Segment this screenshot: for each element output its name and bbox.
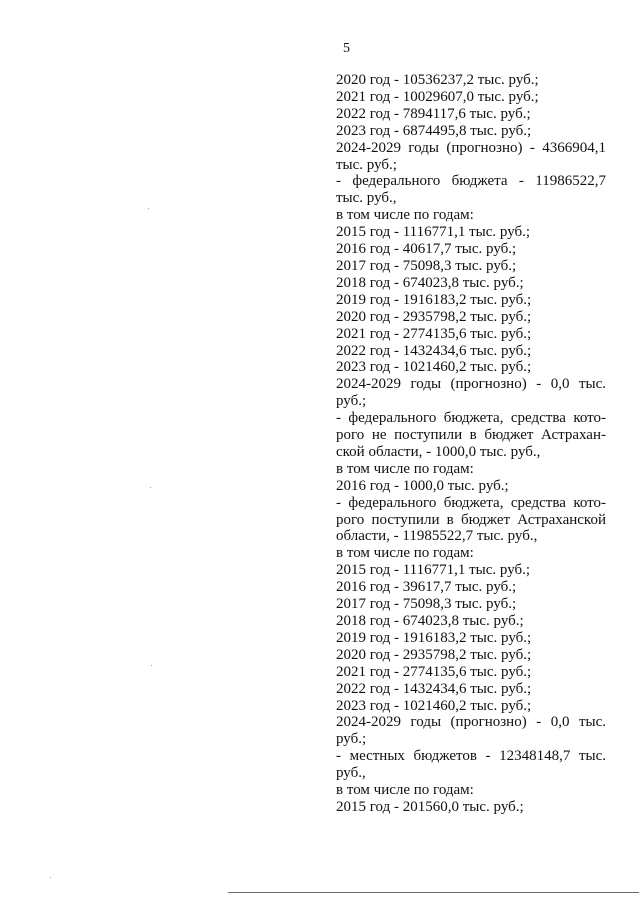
text-line: в том числе по годам: — [336, 460, 474, 477]
text-line: 2022 год - 1432434,6 тыс. руб.; — [336, 342, 532, 359]
text-line: 2020 год - 2935798,2 тыс. руб.; — [336, 308, 532, 325]
document-text-column — [336, 72, 606, 816]
text-line: 2018 год - 674023,8 тыс. руб.; — [336, 274, 524, 291]
text-line: 2022 год - 7894117,6 тыс. руб.; — [336, 105, 531, 122]
text-line: - федерального бюджета, средства кото- — [336, 494, 606, 511]
text-line: 2016 год - 40617,7 тыс. руб.; — [336, 241, 517, 258]
text-line: ской области, - 1000,0 тыс. руб., — [336, 443, 541, 460]
text-line: 2020 год - 2935798,2 тыс. руб.; — [336, 646, 532, 663]
text-line: 2017 год - 75098,3 тыс. руб.; — [336, 596, 517, 613]
text-line: 2023 год - 1021460,2 тыс. руб.; — [336, 697, 532, 714]
text-line: 2015 год - 201560,0 тыс. руб.; — [336, 798, 524, 815]
text-line: 2017 год - 75098,3 тыс. руб.; — [336, 257, 517, 274]
text-line: области, - 11985522,7 тыс. руб., — [336, 528, 538, 545]
text-line: рого поступили в бюджет Астраханской — [336, 511, 606, 528]
text-line: 2023 год - 6874495,8 тыс. руб.; — [336, 122, 532, 139]
page-number: 5 — [343, 41, 350, 56]
text-line: руб.; — [336, 393, 367, 410]
text-line: 2020 год - 10536237,2 тыс. руб.; — [336, 72, 539, 88]
text-line: руб.; — [336, 731, 367, 748]
text-line: 2022 год - 1432434,6 тыс. руб.; — [336, 680, 532, 697]
text-line: 2024-2029 годы (прогнозно) - 4366904,1 — [336, 139, 606, 156]
text-line: тыс. руб.; — [336, 156, 397, 173]
text-line: 2023 год - 1021460,2 тыс. руб.; — [336, 359, 532, 376]
text-line: 2016 год - 1000,0 тыс. руб.; — [336, 477, 509, 494]
scan-speck — [148, 208, 149, 209]
text-line: 2021 год - 2774135,6 тыс. руб.; — [336, 325, 532, 342]
text-line: руб., — [336, 765, 366, 782]
text-line: - федерального бюджета - 11986522,7 — [336, 173, 606, 190]
text-line: 2016 год - 39617,7 тыс. руб.; — [336, 579, 517, 596]
text-line: 2015 год - 1116771,1 тыс. руб.; — [336, 562, 531, 579]
text-line: 2018 год - 674023,8 тыс. руб.; — [336, 613, 524, 629]
text-line: 2021 год - 10029607,0 тыс. руб.; — [336, 88, 539, 105]
text-line: 2019 год - 1916183,2 тыс. руб.; — [336, 629, 532, 646]
text-line: в том числе по годам: — [336, 545, 474, 562]
text-line: рого не поступили в бюджет Астрахан- — [336, 427, 606, 444]
text-line: - федерального бюджета, средства кото- — [336, 410, 606, 427]
text-line: 2015 год - 1116771,1 тыс. руб.; — [336, 224, 531, 241]
text-line: 2019 год - 1916183,2 тыс. руб.; — [336, 291, 532, 308]
scan-speck — [151, 665, 152, 666]
text-line: 2024-2029 годы (прогнозно) - 0,0 тыс. — [336, 376, 606, 393]
text-line: 2021 год - 2774135,6 тыс. руб.; — [336, 663, 532, 680]
text-line: в том числе по годам: — [336, 782, 474, 799]
text-line: в том числе по годам: — [336, 207, 474, 224]
text-line: 2024-2029 годы (прогнозно) - 0,0 тыс. — [336, 714, 606, 731]
text-line: - местных бюджетов - 12348148,7 тыс. — [336, 748, 606, 765]
scan-speck — [50, 877, 51, 878]
scan-speck — [150, 487, 151, 488]
text-line: тыс. руб., — [336, 190, 397, 207]
bottom-scan-edge-line — [228, 892, 639, 893]
